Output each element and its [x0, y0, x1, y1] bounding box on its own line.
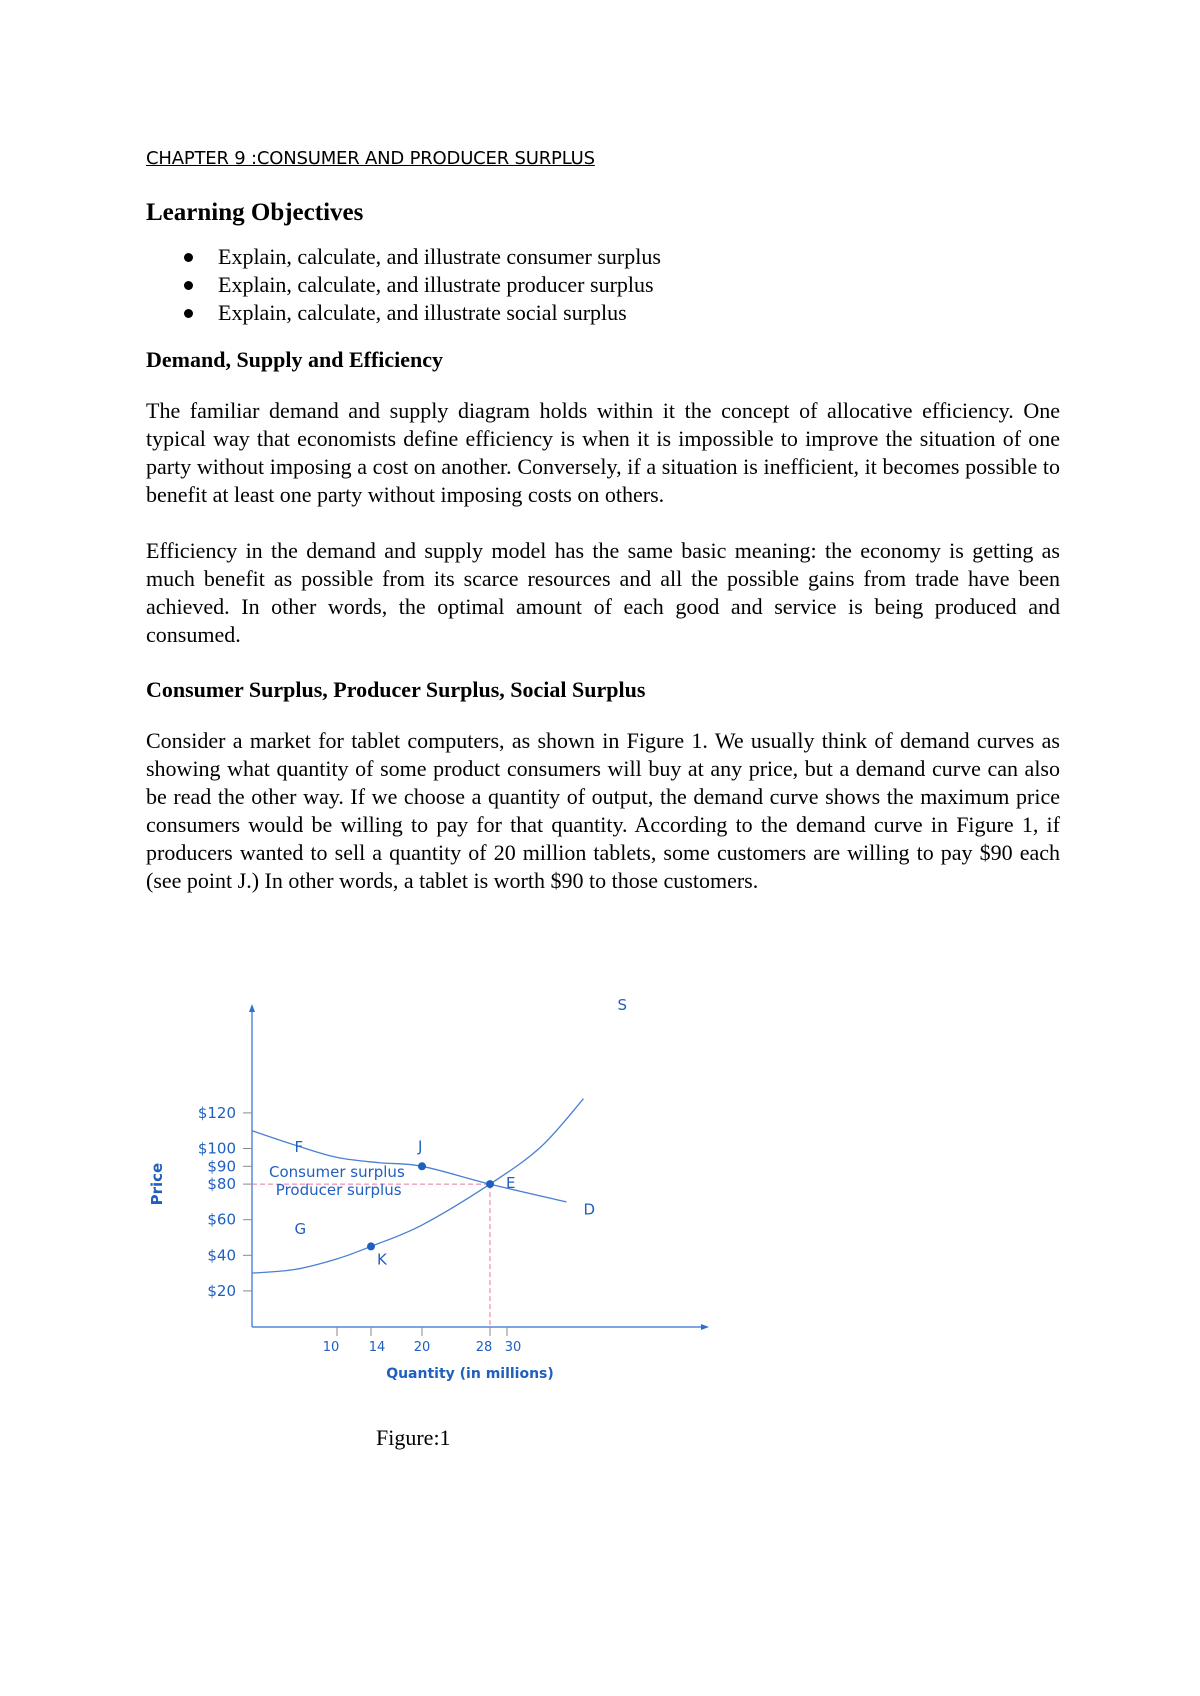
point-label-k: K — [377, 1250, 387, 1269]
point-k — [367, 1242, 375, 1250]
x-tick-label: 30 — [504, 1340, 522, 1355]
section-heading-surplus: Consumer Surplus, Producer Surplus, Social Surplus — [146, 677, 646, 702]
supply-curve-label: S — [617, 996, 628, 1014]
chart-marks — [252, 1099, 584, 1327]
chapter-title: CHAPTER 9 :CONSUMER AND PRODUCER SURPLUS — [146, 148, 595, 169]
y-tick-label: $120 — [197, 1103, 236, 1122]
point-e — [486, 1180, 494, 1188]
point-label-j: J — [418, 1137, 423, 1156]
bullet-icon — [184, 281, 193, 290]
document-page — [146, 148, 1060, 923]
paragraph: Efficiency in the demand and supply model has the same basic meaning: the economy is getting as much benefit as possible from its scarce resources and all the possible gains from trade have been achieved. In other words, the optimal amount of each good and service is being produced and consumed. — [146, 538, 1060, 647]
figure-caption: Figure:1 — [376, 1425, 451, 1450]
list-item: Explain, calculate, and illustrate social surplus — [146, 299, 1060, 327]
x-tick-label: 20 — [413, 1340, 431, 1355]
figure-surplus-chart — [140, 990, 720, 1390]
section-heading-efficiency: Demand, Supply and Efficiency — [146, 347, 444, 372]
y-tick-label: $90 — [207, 1157, 236, 1176]
learning-objectives-heading: Learning Objectives — [146, 199, 364, 226]
learning-objectives-list — [146, 243, 1060, 327]
surplus-chart-svg — [140, 990, 720, 1390]
y-tick-label: $80 — [207, 1175, 236, 1194]
x-axis-arrow-icon — [701, 1324, 709, 1330]
bullet-icon — [184, 309, 193, 318]
list-item: Explain, calculate, and illustrate consumer surplus — [146, 243, 1060, 271]
y-axis-arrow-icon — [249, 1004, 255, 1012]
consumer-surplus-label: Consumer surplus — [269, 1162, 405, 1181]
bullet-icon — [184, 253, 193, 262]
list-item: Explain, calculate, and illustrate producer surplus — [146, 271, 1060, 299]
y-tick-label: $100 — [197, 1139, 236, 1158]
y-tick-label: $40 — [207, 1246, 236, 1265]
x-tick-label: 14 — [368, 1340, 386, 1355]
y-axis-label: Price — [148, 1162, 166, 1206]
producer-surplus-label: Producer surplus — [275, 1180, 402, 1199]
point-label-e: E — [506, 1174, 516, 1193]
x-axis-label: Quantity (in millions) — [386, 1366, 554, 1382]
region-label-g: G — [294, 1219, 307, 1238]
x-tick-label: 28 — [475, 1340, 493, 1355]
region-label-f: F — [294, 1138, 304, 1157]
y-tick-label: $20 — [207, 1281, 236, 1300]
x-tick-label: 10 — [322, 1340, 340, 1355]
demand-curve-label: D — [583, 1200, 596, 1219]
point-j — [418, 1162, 426, 1170]
paragraph: The familiar demand and supply diagram holds within it the concept of allocative efficiency. One typical way that economists define efficiency is when it is impossible to improve the situation of one party without imposing a cost on another. Conversely, if a situation is inefficient, it becomes possible to benefit at least one party without imposing costs on others. — [146, 398, 1060, 507]
paragraph: Consider a market for tablet computers, as shown in Figure 1. We usually think of demand curves as showing what quantity of some product consumers will buy at any price, but a demand curve can also be read the other way. If we choose a quantity of output, the demand curve shows the maximum price consumers would be willing to pay for that quantity. According to the demand curve in Figure 1, if producers wanted to sell a quantity of 20 million tablets, some customers are willing to pay $90 each (see point J.) In other words, a tablet is worth $90 to those customers. — [146, 728, 1060, 893]
y-tick-label: $60 — [207, 1210, 236, 1229]
